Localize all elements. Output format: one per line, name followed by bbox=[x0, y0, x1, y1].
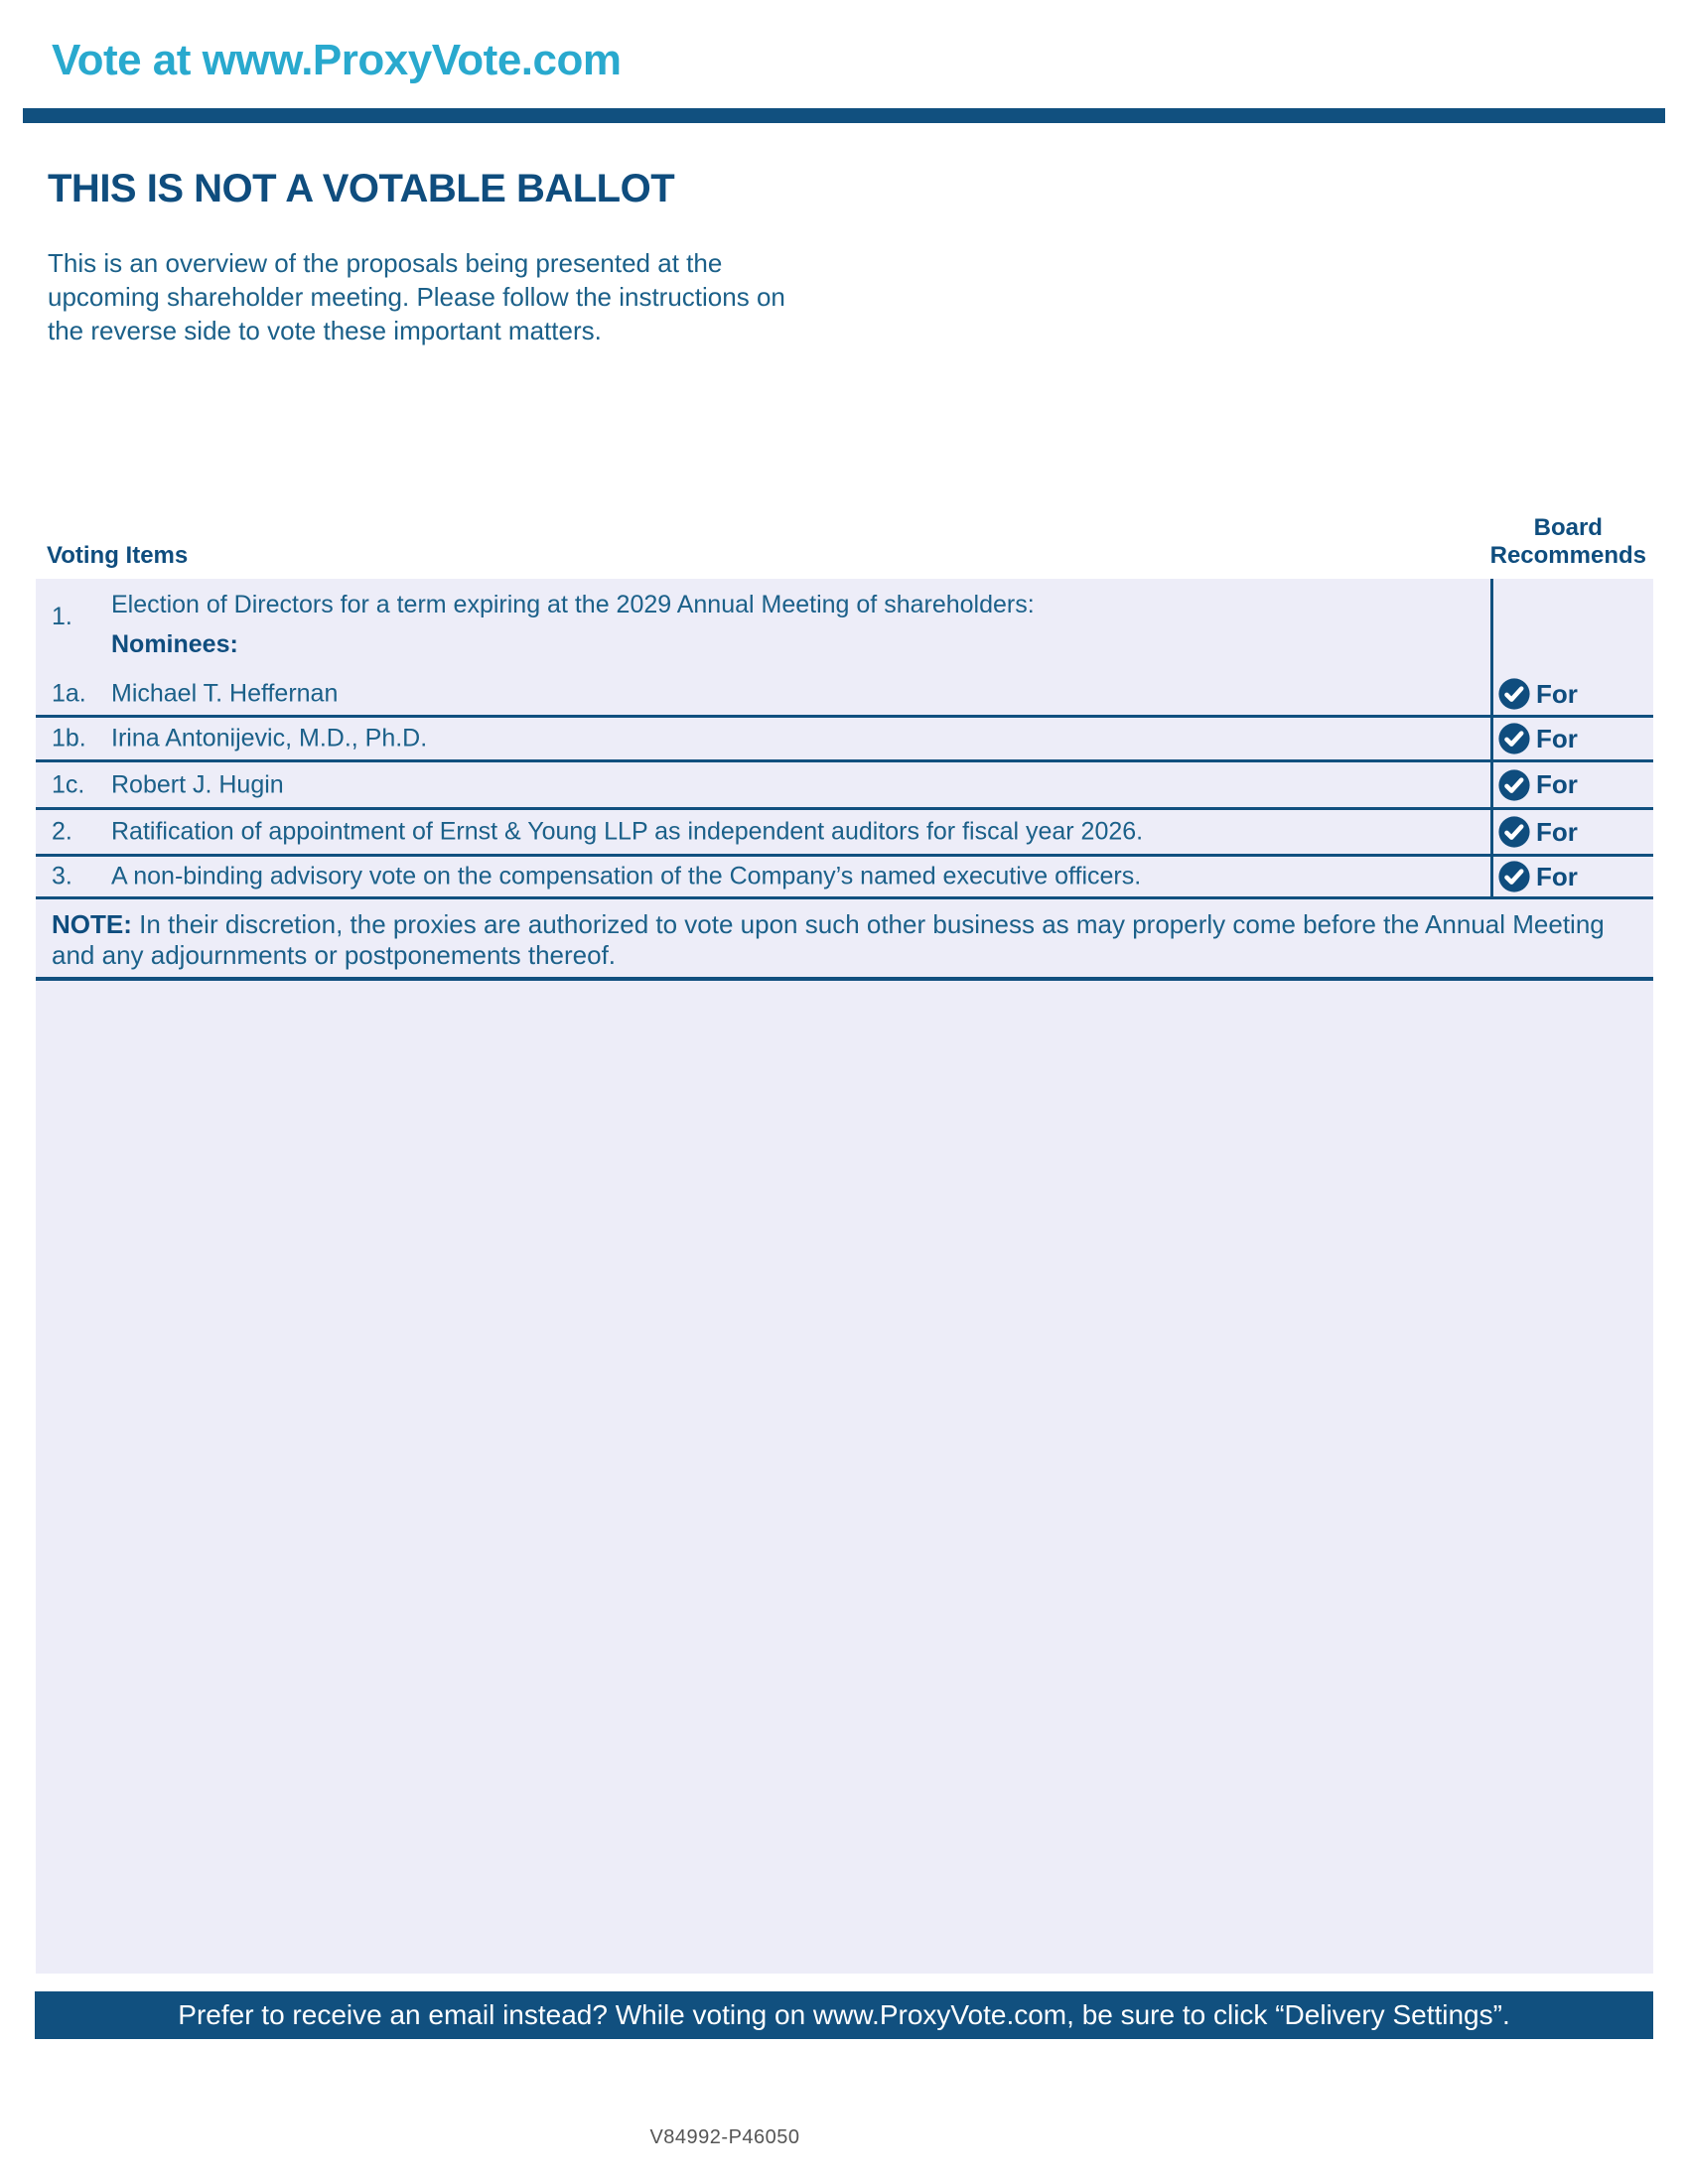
recommendation-cell bbox=[1497, 718, 1578, 759]
page-title: THIS IS NOT A VOTABLE BALLOT bbox=[48, 167, 675, 210]
nominees-label: Nominees: bbox=[111, 630, 238, 658]
row-number: 3. bbox=[52, 862, 72, 890]
nominee-name: Irina Antonijevic, M.D., Ph.D. bbox=[111, 724, 428, 752]
nominee-name: Robert J. Hugin bbox=[111, 770, 284, 798]
recommendation-label: For bbox=[1536, 861, 1578, 891]
proposal-text: A non-binding advisory vote on the compensation of the Company’s named executive officers. bbox=[111, 862, 1142, 890]
row-number: 1b. bbox=[52, 724, 86, 752]
voting-items-table bbox=[36, 579, 1653, 1974]
vote-url-heading: Vote at www.ProxyVote.com bbox=[52, 36, 622, 84]
intro-line-1: This is an overview of the proposals being presented at the bbox=[48, 248, 723, 278]
table-row-nominee-1a bbox=[36, 673, 1653, 718]
nominee-name: Michael T. Heffernan bbox=[111, 679, 339, 708]
recommendation-cell bbox=[1497, 673, 1578, 715]
note-text: In their discretion, the proxies are authorized to vote upon such other business as may properly come before the Annual Meeting and any adjournments or postponements thereof. bbox=[52, 909, 1605, 970]
recommendation-label: For bbox=[1536, 723, 1578, 753]
header-divider-bar bbox=[23, 108, 1665, 123]
recommendation-label: For bbox=[1536, 678, 1578, 709]
row-number: 1c. bbox=[52, 770, 85, 798]
table-row-proposal-2 bbox=[36, 810, 1653, 857]
recommendation-label: For bbox=[1536, 769, 1578, 799]
intro-line-3: the reverse side to vote these important matters. bbox=[48, 316, 602, 345]
board-recommends-line-2: Recommends bbox=[1489, 542, 1646, 569]
table-row-proposal-1 bbox=[36, 579, 1653, 673]
check-circle-icon bbox=[1497, 768, 1531, 802]
row-number: 2. bbox=[52, 817, 72, 846]
table-row-nominee-1b bbox=[36, 718, 1653, 762]
check-circle-icon bbox=[1497, 677, 1531, 711]
table-empty-area bbox=[36, 981, 1653, 1974]
check-circle-icon bbox=[1497, 860, 1531, 893]
row-number: 1a. bbox=[52, 679, 86, 708]
table-row-nominee-1c bbox=[36, 762, 1653, 810]
recommendation-cell bbox=[1497, 857, 1578, 896]
note-label: NOTE: bbox=[52, 909, 132, 939]
board-recommends-line-1: Board bbox=[1533, 514, 1603, 541]
proposal-number: 1. bbox=[52, 603, 72, 630]
voting-items-header: Voting Items bbox=[47, 542, 189, 569]
email-preference-banner: Prefer to receive an email instead? While voting on www.ProxyVote.com, be sure to click “Delivery Settings”. bbox=[35, 1991, 1653, 2039]
proposal-text: Election of Directors for a term expiring at the 2029 Annual Meeting of shareholders: bbox=[111, 591, 1035, 618]
recommendation-cell bbox=[1497, 810, 1578, 854]
document-control-number: V84992-P46050 bbox=[649, 2126, 800, 2148]
table-row-proposal-3 bbox=[36, 857, 1653, 899]
proposal-text: Ratification of appointment of Ernst & Young LLP as independent auditors for fiscal year 2026. bbox=[111, 817, 1144, 846]
intro-paragraph bbox=[48, 246, 785, 347]
check-circle-icon bbox=[1497, 815, 1531, 849]
recommendation-cell bbox=[1497, 762, 1578, 807]
board-recommends-header bbox=[1490, 514, 1646, 570]
note-row bbox=[36, 899, 1653, 981]
check-circle-icon bbox=[1497, 722, 1531, 755]
intro-line-2: upcoming shareholder meeting. Please follow the instructions on bbox=[48, 282, 785, 312]
recommendation-label: For bbox=[1536, 816, 1578, 847]
